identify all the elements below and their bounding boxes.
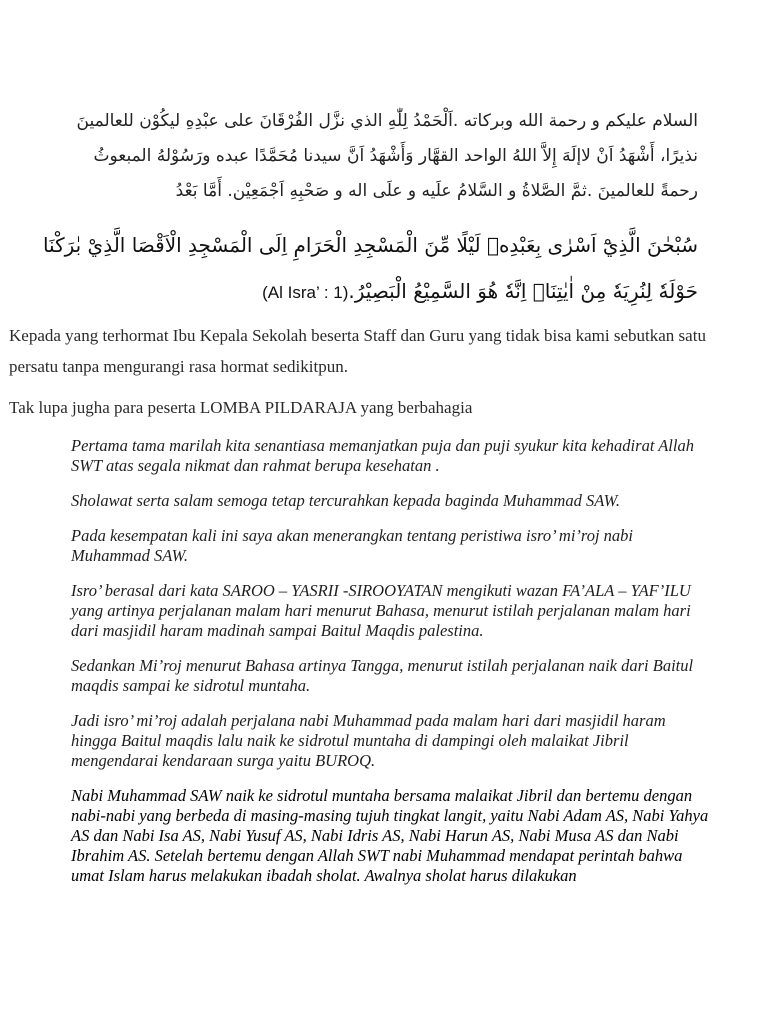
quran-verse-line-1: سُبْحٰنَ الَّذِيْٓ اَسْرٰى بِعَبْدِهٖ لَيْلًا مِّنَ الْمَسْجِدِ الْحَرَامِ اِلَى الْمَسْجِدِ الْاَقْصَا الَّذِيْ بٰرَكْنَا [42,233,698,257]
quran-verse-reference: (Al Isra’ : 1) [262,283,349,302]
speech-paragraph-3: Pada kesempatan kali ini saya akan menerangkan tentang peristiwa isro’ mi’roj nabi Muhammad SAW. [71,526,633,565]
speech-paragraph-5: Sedankan Mi’roj menurut Bahasa artinya Tangga, menurut istilah perjalanan naik dari Baitul maqdis sampai ke sidrotul muntaha. [71,656,694,695]
arabic-opening-line-1: السلام عليكم و رحمة الله وبركاته .اَلْحَمْدُ لِلّٰهِ الذي نزَّل الفُرْقَانَ على عبْدِهِ ليكُوْن للعالمينَ [76,111,698,131]
speech-paragraph-1: Pertama tama marilah kita senantiasa memanjatkan puja dan puji syukur kita kehadirat Allah SWT atas segala nikmat dan rahmat berupa kesehatan . [71,436,694,475]
quran-verse [6,222,698,314]
quran-verse-line-2-text: حَوْلَهٗ لِنُرِيَهٗ مِنْ اٰيٰتِنَاۗ اِنَّهٗ هُوَ السَّمِيْعُ الْبَصِيْرُ. [348,279,698,303]
quran-verse-line-2 [6,268,698,314]
speech-paragraph-4: Isro’ berasal dari kata SAROO – YASRII -SIROOYATAN mengikuti wazan FA’ALA – YAF’ILU yang artinya perjalanan malam hari menurut Bahasa, menurut istilah perjalanan malam hari dari masjidil haram madinah sampai Baitul Maqdis palestina. [71,581,691,640]
arabic-opening [6,104,698,209]
greeting-paragraph-1: Kepada yang terhormat Ibu Kepala Sekolah beserta Staff dan Guru yang tidak bisa kami sebutkan satu persatu tanpa mengurangi rasa hormat sedikitpun. [9,326,706,376]
speech-body [71,436,711,901]
greeting-section [9,320,709,433]
speech-paragraph-2: Sholawat serta salam semoga tetap tercurahkan kepada baginda Muhammad SAW. [71,491,621,510]
greeting-paragraph-2: Tak lupa jugha para peserta LOMBA PILDARAJA yang berbahagia [9,398,473,417]
speech-paragraph-6: Jadi isro’ mi’roj adalah perjalana nabi Muhammad pada malam hari dari masjidil haram hingga Baitul maqdis lalu naik ke sidrotul muntaha di dampingi oleh malaikat Jibril mengendarai kendaraan surga yaitu BUROQ. [71,711,666,770]
arabic-opening-line-3: رحمةً للعالمينَ .ثمَّ الصَّلاةُ و السَّلامُ علَيه و علَى اله و صَحْبِهِ اَجْمَعِيْن. أَمَّا بَعْدُ [175,181,698,201]
arabic-opening-line-2: نذيرًا، أَشْهَدُ اَنْ لاإلَهَ إِلاَّ اللهُ الواحد القهَّار وَأَشْهَدُ اَنَّ سيدنا مُحَمَّدًا عبده ورَسُوْلهُ المبعوثُ [93,146,698,166]
speech-paragraph-7: Nabi Muhammad SAW naik ke sidrotul muntaha bersama malaikat Jibril dan bertemu dengan nabi-nabi yang berbeda di masing-masing tujuh tingkat langit, yaitu Nabi Adam AS, Nabi Yahya AS dan Nabi Isa AS, Nabi Yusuf AS, Nabi Idris AS, Nabi Harun AS, Nabi Musa AS dan Nabi Ibrahim AS. Setelah bertemu dengan Allah SWT nabi Muhammad mendapat perintah bahwa umat Islam harus melakukan ibadah sholat. Awalnya sholat harus dilakukan [71,786,709,885]
